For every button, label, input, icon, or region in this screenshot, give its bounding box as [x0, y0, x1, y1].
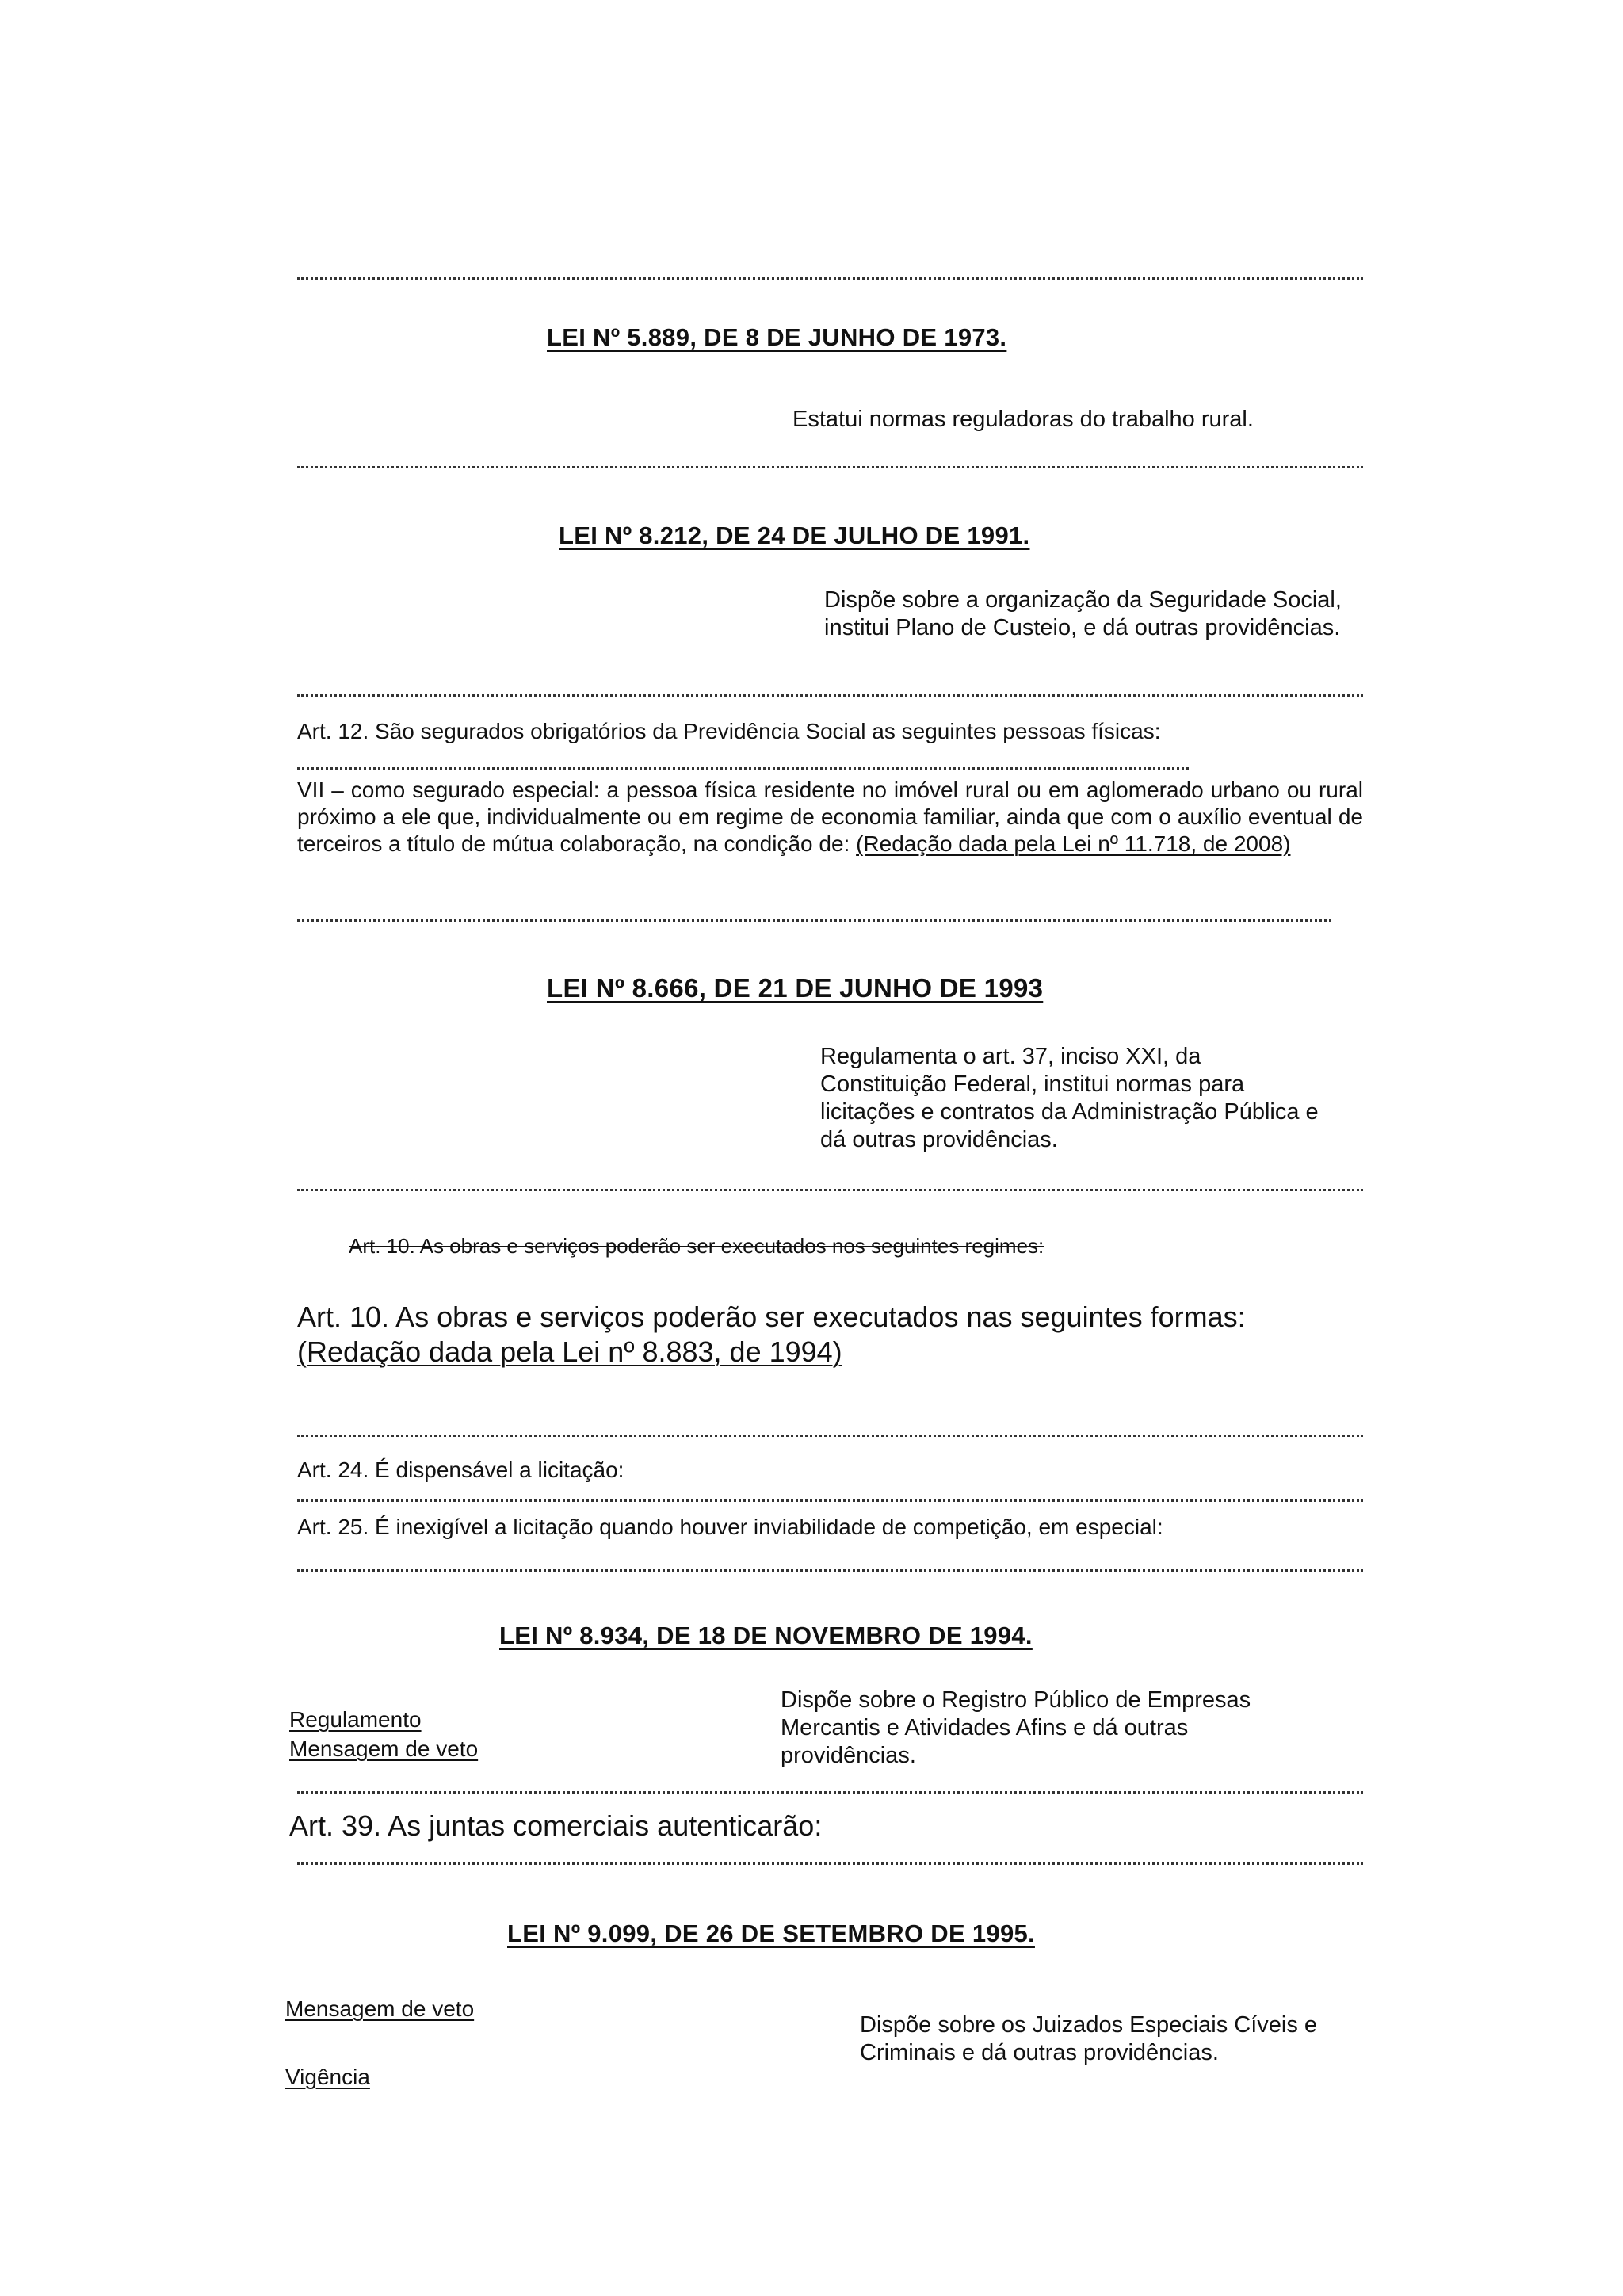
law-title-5889: LEI Nº 5.889, DE 8 DE JUNHO DE 1973.: [547, 323, 1007, 351]
art-25: Art. 25. É inexigível a licitação quando houver inviabilidade de competição, em especial:: [297, 1515, 1163, 1539]
regulamento-link[interactable]: Regulamento: [289, 1707, 422, 1732]
redacao-link-11718[interactable]: (Redação dada pela Lei nº 11.718, de 2008): [856, 831, 1291, 856]
vigencia-link[interactable]: Vigência: [285, 2065, 370, 2089]
ementa-8212: Dispõe sobre a organização da Seguridade Social, institui Plano de Custeio, e dá outras providências.: [824, 587, 1342, 640]
art-10: [297, 1300, 1363, 1370]
separator: [297, 1435, 1363, 1437]
separator: [297, 277, 1363, 280]
separator: [297, 1791, 1363, 1794]
art-39: Art. 39. As juntas comerciais autenticarão:: [289, 1809, 823, 1842]
separator: [297, 1862, 1363, 1865]
separator: [297, 1189, 1363, 1191]
redacao-link-8883[interactable]: (Redação dada pela Lei nº 8.883, de 1994): [297, 1335, 842, 1368]
law-title-8934: LEI Nº 8.934, DE 18 DE NOVEMBRO DE 1994.: [499, 1622, 1033, 1649]
inciso-vii-text: VII – como segurado especial: a pessoa física residente no imóvel rural ou em aglomerado urbano ou rural próximo a ele que, individualmente ou em regime de economia familiar, ainda que com o auxílio eventual de terceiros a título de mútua colaboração, na condição de:: [297, 777, 1363, 856]
ementa-8666: Regulamenta o art. 37, inciso XXI, da Constituição Federal, institui normas para licitações e contratos da Administração Pública e dá outras providências.: [820, 1044, 1319, 1152]
separator: [297, 1499, 1363, 1502]
ementa-5889: Estatui normas reguladoras do trabalho rural.: [792, 407, 1254, 432]
law-title-8666: LEI Nº 8.666, DE 21 DE JUNHO DE 1993: [547, 973, 1044, 1003]
separator: [297, 1569, 1363, 1572]
law-title-9099: LEI Nº 9.099, DE 26 DE SETEMBRO DE 1995.: [507, 1920, 1035, 1947]
art-24: Art. 24. É dispensável a licitação:: [297, 1457, 624, 1482]
separator: [297, 466, 1363, 468]
inciso-vii: [297, 777, 1363, 858]
art-10-revoked: Art. 10. As obras e serviços poderão ser executados nos seguintes regimes:: [349, 1234, 1044, 1258]
mensagem-veto-link-9099[interactable]: Mensagem de veto: [285, 1996, 475, 2021]
art-10-text: Art. 10. As obras e serviços poderão ser executados nas seguintes formas:: [297, 1301, 1246, 1333]
mensagem-veto-link-8934[interactable]: Mensagem de veto: [289, 1736, 479, 1761]
law-title-8212: LEI Nº 8.212, DE 24 DE JULHO DE 1991.: [559, 521, 1030, 549]
separator: [297, 919, 1331, 922]
ementa-9099: Dispõe sobre os Juizados Especiais Cíveis e Criminais e dá outras providências.: [860, 2012, 1318, 2065]
separator: [297, 694, 1363, 697]
art-12: Art. 12. São segurados obrigatórios da Previdência Social as seguintes pessoas físicas:: [297, 719, 1161, 743]
separator-short: [297, 767, 1189, 770]
ementa-8934: Dispõe sobre o Registro Público de Empresas Mercantis e Atividades Afins e dá outras providências.: [781, 1687, 1251, 1768]
